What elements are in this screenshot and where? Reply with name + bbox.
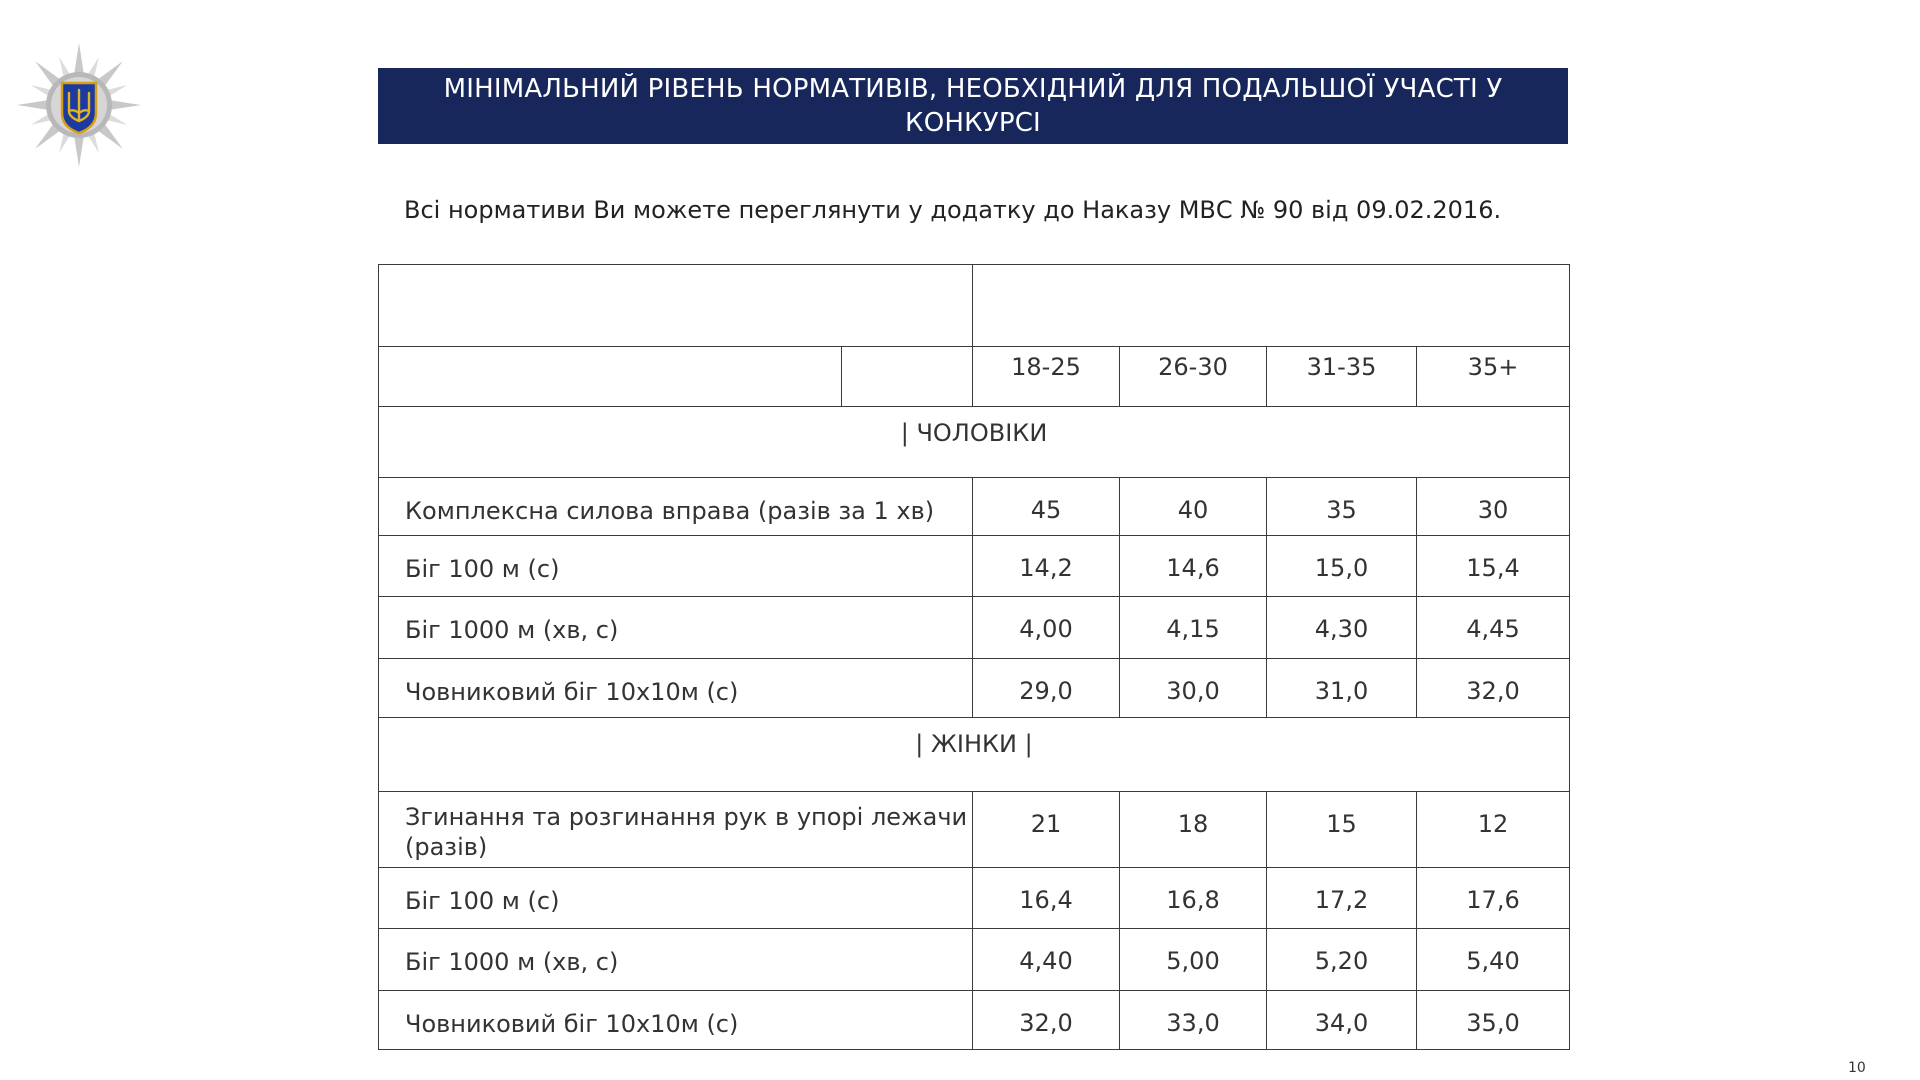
table-row xyxy=(379,659,1570,718)
value-cell: 21 xyxy=(973,792,1120,868)
table-row xyxy=(379,929,1570,991)
header-empty-cell xyxy=(379,265,973,347)
value-cell: 15 xyxy=(1267,792,1417,868)
value-cell: 12 xyxy=(1417,792,1570,868)
value-cell: 32,0 xyxy=(973,991,1120,1050)
value-cell: 5,00 xyxy=(1120,929,1267,991)
table-header-row xyxy=(379,265,1570,347)
value-cell: 15,4 xyxy=(1417,536,1570,597)
value-cell: 17,6 xyxy=(1417,868,1570,929)
value-cell: 4,15 xyxy=(1120,597,1267,659)
exercise-label: Згинання та розгинання рук в упорі лежачи (разів) xyxy=(379,792,973,868)
section-heading-men: | ЧОЛОВІКИ xyxy=(379,407,1570,478)
value-cell: 5,40 xyxy=(1417,929,1570,991)
value-cell: 16,4 xyxy=(973,868,1120,929)
value-cell: 16,8 xyxy=(1120,868,1267,929)
value-cell: 4,30 xyxy=(1267,597,1417,659)
exercise-label: Човниковий біг 10х10м (с) xyxy=(379,659,973,718)
exercise-label: Біг 1000 м (хв, с) xyxy=(379,929,973,991)
age-group-cell: 18-25 xyxy=(973,347,1120,407)
exercise-label: Біг 100 м (с) xyxy=(379,536,973,597)
police-star-trident-icon xyxy=(14,40,144,170)
table-row xyxy=(379,991,1570,1050)
value-cell: 35 xyxy=(1267,478,1417,536)
value-cell: 34,0 xyxy=(1267,991,1417,1050)
value-cell: 14,6 xyxy=(1120,536,1267,597)
age-groups-row xyxy=(379,347,1570,407)
header-empty-cell xyxy=(973,265,1570,347)
value-cell: 32,0 xyxy=(1417,659,1570,718)
exercise-label: Комплексна силова вправа (разів за 1 хв) xyxy=(379,478,973,536)
empty-cell xyxy=(842,347,973,407)
age-group-cell: 35+ xyxy=(1417,347,1570,407)
value-cell: 4,40 xyxy=(973,929,1120,991)
value-cell: 4,00 xyxy=(973,597,1120,659)
value-cell: 31,0 xyxy=(1267,659,1417,718)
title-banner xyxy=(378,68,1568,144)
value-cell: 29,0 xyxy=(973,659,1120,718)
exercise-label: Біг 1000 м (хв, с) xyxy=(379,597,973,659)
value-cell: 40 xyxy=(1120,478,1267,536)
norms-table xyxy=(378,264,1570,1050)
value-cell: 17,2 xyxy=(1267,868,1417,929)
value-cell: 4,45 xyxy=(1417,597,1570,659)
exercise-label: Біг 100 м (с) xyxy=(379,868,973,929)
value-cell: 33,0 xyxy=(1120,991,1267,1050)
value-cell: 35,0 xyxy=(1417,991,1570,1050)
age-group-cell: 26-30 xyxy=(1120,347,1267,407)
value-cell: 14,2 xyxy=(973,536,1120,597)
value-cell: 30 xyxy=(1417,478,1570,536)
section-men-row xyxy=(379,407,1570,478)
subtitle-text: Всі нормативи Ви можете переглянути у додатку до Наказу МВС № 90 від 09.02.2016. xyxy=(404,196,1502,224)
table-row xyxy=(379,868,1570,929)
table-row xyxy=(379,792,1570,868)
age-group-cell: 31-35 xyxy=(1267,347,1417,407)
value-cell: 30,0 xyxy=(1120,659,1267,718)
value-cell: 5,20 xyxy=(1267,929,1417,991)
section-heading-women: | ЖІНКИ | xyxy=(379,718,1570,792)
table-row xyxy=(379,597,1570,659)
value-cell: 18 xyxy=(1120,792,1267,868)
section-women-row xyxy=(379,718,1570,792)
page-title: МІНІМАЛЬНИЙ РІВЕНЬ НОРМАТИВІВ, НЕОБХІДНИЙ ДЛЯ ПОДАЛЬШОЇ УЧАСТІ У КОНКУРСІ xyxy=(443,74,1503,138)
table-row xyxy=(379,478,1570,536)
table-row xyxy=(379,536,1570,597)
exercise-label: Човниковий біг 10х10м (с) xyxy=(379,991,973,1050)
empty-cell xyxy=(379,347,842,407)
value-cell: 45 xyxy=(973,478,1120,536)
value-cell: 15,0 xyxy=(1267,536,1417,597)
page-number: 10 xyxy=(1848,1060,1866,1076)
